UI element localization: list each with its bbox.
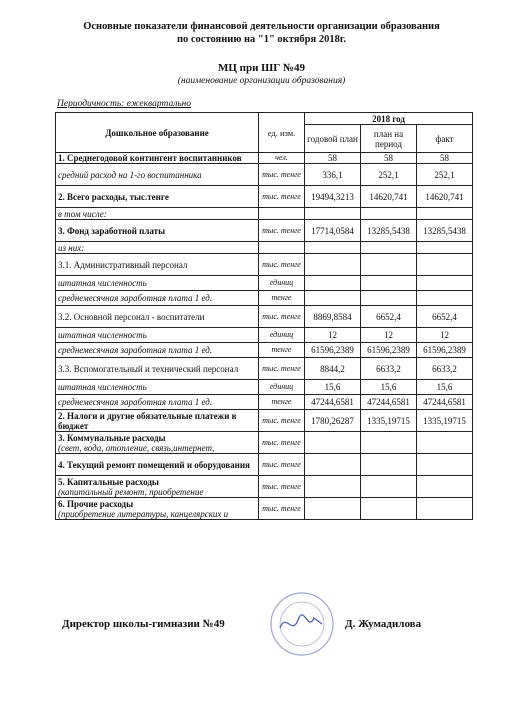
cell-plan-year [305,276,361,291]
cell-plan-year [305,498,361,520]
cell-plan-period: 13285,5438 [361,220,417,242]
row-unit: тыс. тенге [259,454,305,476]
cell-fact [417,291,473,306]
row-label: 3. Фонд заработной платы [56,220,259,242]
cell-plan-period: 58 [361,153,417,164]
cell-plan-period: 1335,19715 [361,410,417,432]
row-label: среднемесячная заработная плата 1 ед. [56,343,259,358]
row-label: 3.1. Административный персонал [56,254,259,276]
cell-fact: 12 [417,328,473,343]
table-row [56,208,473,220]
cell-fact: 15,6 [417,380,473,395]
cell-plan-period [361,432,417,454]
cell-plan-year [305,454,361,476]
table-row [56,164,473,186]
cell-fact [417,432,473,454]
table-row [56,306,473,328]
cell-plan-year: 15,6 [305,380,361,395]
cell-plan-period [361,208,417,220]
row-unit: тыс. тенге [259,186,305,208]
cell-fact [417,454,473,476]
cell-plan-period: 47244,6581 [361,395,417,410]
cell-fact [417,476,473,498]
table-row [56,153,473,164]
cell-plan-year: 8844,2 [305,358,361,380]
col-plan-period-header: план на период [361,125,417,153]
cell-plan-year: 8869,8584 [305,306,361,328]
cell-fact: 58 [417,153,473,164]
cell-plan-year [305,208,361,220]
row-label: из них: [56,242,259,254]
row-title: 3. Коммунальные расходы [58,432,166,443]
col-unit-header: ед. изм. [259,113,305,153]
row-label: 1. Среднегодовой контингент воспитанников [56,153,259,164]
row-unit: единиц [259,328,305,343]
cell-fact [417,242,473,254]
cell-plan-period [361,291,417,306]
organization-name: МЦ при ШГ №49 [217,62,306,74]
table-row [56,242,473,254]
cell-fact: 14620,741 [417,186,473,208]
table-row [56,410,473,432]
cell-plan-period: 61596,2389 [361,343,417,358]
row-subtitle: (приобретение литературы, канцелярских и [58,508,229,519]
cell-plan-period: 12 [361,328,417,343]
cell-plan-period: 252,1 [361,164,417,186]
cell-plan-period: 6652,4 [361,306,417,328]
table-body [56,153,473,520]
table-row [56,498,473,520]
cell-plan-period [361,454,417,476]
cell-fact: 47244,6581 [417,395,473,410]
cell-fact [417,276,473,291]
col-section-header: Дошкольное образование [56,113,259,153]
row-unit: единиц [259,276,305,291]
row-unit: тенге [259,343,305,358]
row-subtitle: (свет, вода, отопление, связь,интернет, [58,442,215,453]
cell-plan-year: 58 [305,153,361,164]
row-label [56,432,259,454]
row-label: среднемесячная заработная плата 1 ед. [56,395,259,410]
row-title: 6. Прочие расходы [58,498,134,509]
table-row [56,476,473,498]
row-unit: тыс. тенге [259,254,305,276]
seal-stamp [262,590,342,665]
row-unit: тыс. тенге [259,476,305,498]
cell-plan-period [361,498,417,520]
row-unit: тыс. тенге [259,432,305,454]
cell-fact [417,254,473,276]
cell-fact [417,208,473,220]
cell-plan-year [305,432,361,454]
row-label: 2. Налоги и другие обязательные платежи в бюджет [56,410,259,432]
cell-fact: 61596,2389 [417,343,473,358]
row-unit: чел. [259,153,305,164]
row-subtitle: (капитальный ремонт, приобретение [58,486,204,497]
row-label: штатная численность [56,380,259,395]
row-label: средний расход на 1-го воспитанника [56,164,259,186]
cell-plan-period [361,242,417,254]
row-label: среднемесячная заработная плата 1 ед. [56,291,259,306]
cell-plan-year [305,242,361,254]
cell-fact: 13285,5438 [417,220,473,242]
cell-plan-period: 15,6 [361,380,417,395]
col-fact-header: факт [417,125,473,153]
cell-fact: 252,1 [417,164,473,186]
cell-plan-year: 47244,6581 [305,395,361,410]
cell-plan-year [305,291,361,306]
table-row [56,358,473,380]
table-row [56,328,473,343]
document-title-line1: Основные показатели финансовой деятельности организации образования [83,21,440,32]
row-unit: тыс. тенге [259,164,305,186]
cell-plan-year: 1780,26287 [305,410,361,432]
col-year-header: 2018 год [305,113,473,125]
row-label: 3.2. Основной персонал - воспитатели [56,306,259,328]
table-row [56,276,473,291]
row-unit: тыс. тенге [259,358,305,380]
row-label: 2. Всего расходы, тыс.тенге [56,186,259,208]
table-row [56,395,473,410]
table-row [56,343,473,358]
cell-plan-year: 19494,3213 [305,186,361,208]
row-unit: тенге [259,291,305,306]
organization-note: (наименование организации образования) [177,76,346,86]
table-row [56,186,473,208]
table-row [56,454,473,476]
row-label [56,498,259,520]
cell-plan-year [305,476,361,498]
signature-name: Д. Жумадилова [345,618,422,630]
cell-plan-period [361,476,417,498]
row-label: штатная численность [56,328,259,343]
row-unit [259,208,305,220]
row-unit [259,242,305,254]
row-label: 3.3. Вспомогательный и технический персонал [56,358,259,380]
row-unit: тенге [259,395,305,410]
row-unit: тыс. тенге [259,498,305,520]
row-unit: тыс. тенге [259,306,305,328]
cell-plan-year: 61596,2389 [305,343,361,358]
cell-plan-period: 6633,2 [361,358,417,380]
periodicity: Периодичность: ежеквартально [57,99,192,109]
table-row [56,220,473,242]
row-label: в том числе: [56,208,259,220]
row-unit: единиц [259,380,305,395]
row-label: 4. Текущий ремонт помещений и оборудования [56,454,259,476]
cell-fact: 6633,2 [417,358,473,380]
table-row [56,254,473,276]
document-title-line2: по состоянию на "1" октября 2018г. [176,34,347,45]
row-label [56,476,259,498]
cell-plan-year: 17714,0584 [305,220,361,242]
table-row [56,432,473,454]
cell-plan-period: 14620,741 [361,186,417,208]
cell-fact: 6652,4 [417,306,473,328]
cell-plan-year: 12 [305,328,361,343]
row-label: штатная численность [56,276,259,291]
cell-plan-year [305,254,361,276]
table-row [56,291,473,306]
cell-fact: 1335,19715 [417,410,473,432]
cell-plan-year: 336,1 [305,164,361,186]
cell-fact [417,498,473,520]
row-title: 5. Капитальные расходы [58,476,159,487]
row-unit: тыс. тенге [259,220,305,242]
financial-table [55,112,473,520]
table-row [56,380,473,395]
cell-plan-period [361,276,417,291]
col-plan-year-header: годовой план [305,125,361,153]
row-unit: тыс. тенге [259,410,305,432]
cell-plan-period [361,254,417,276]
signature-position: Директор школы-гимназии №49 [62,618,225,630]
